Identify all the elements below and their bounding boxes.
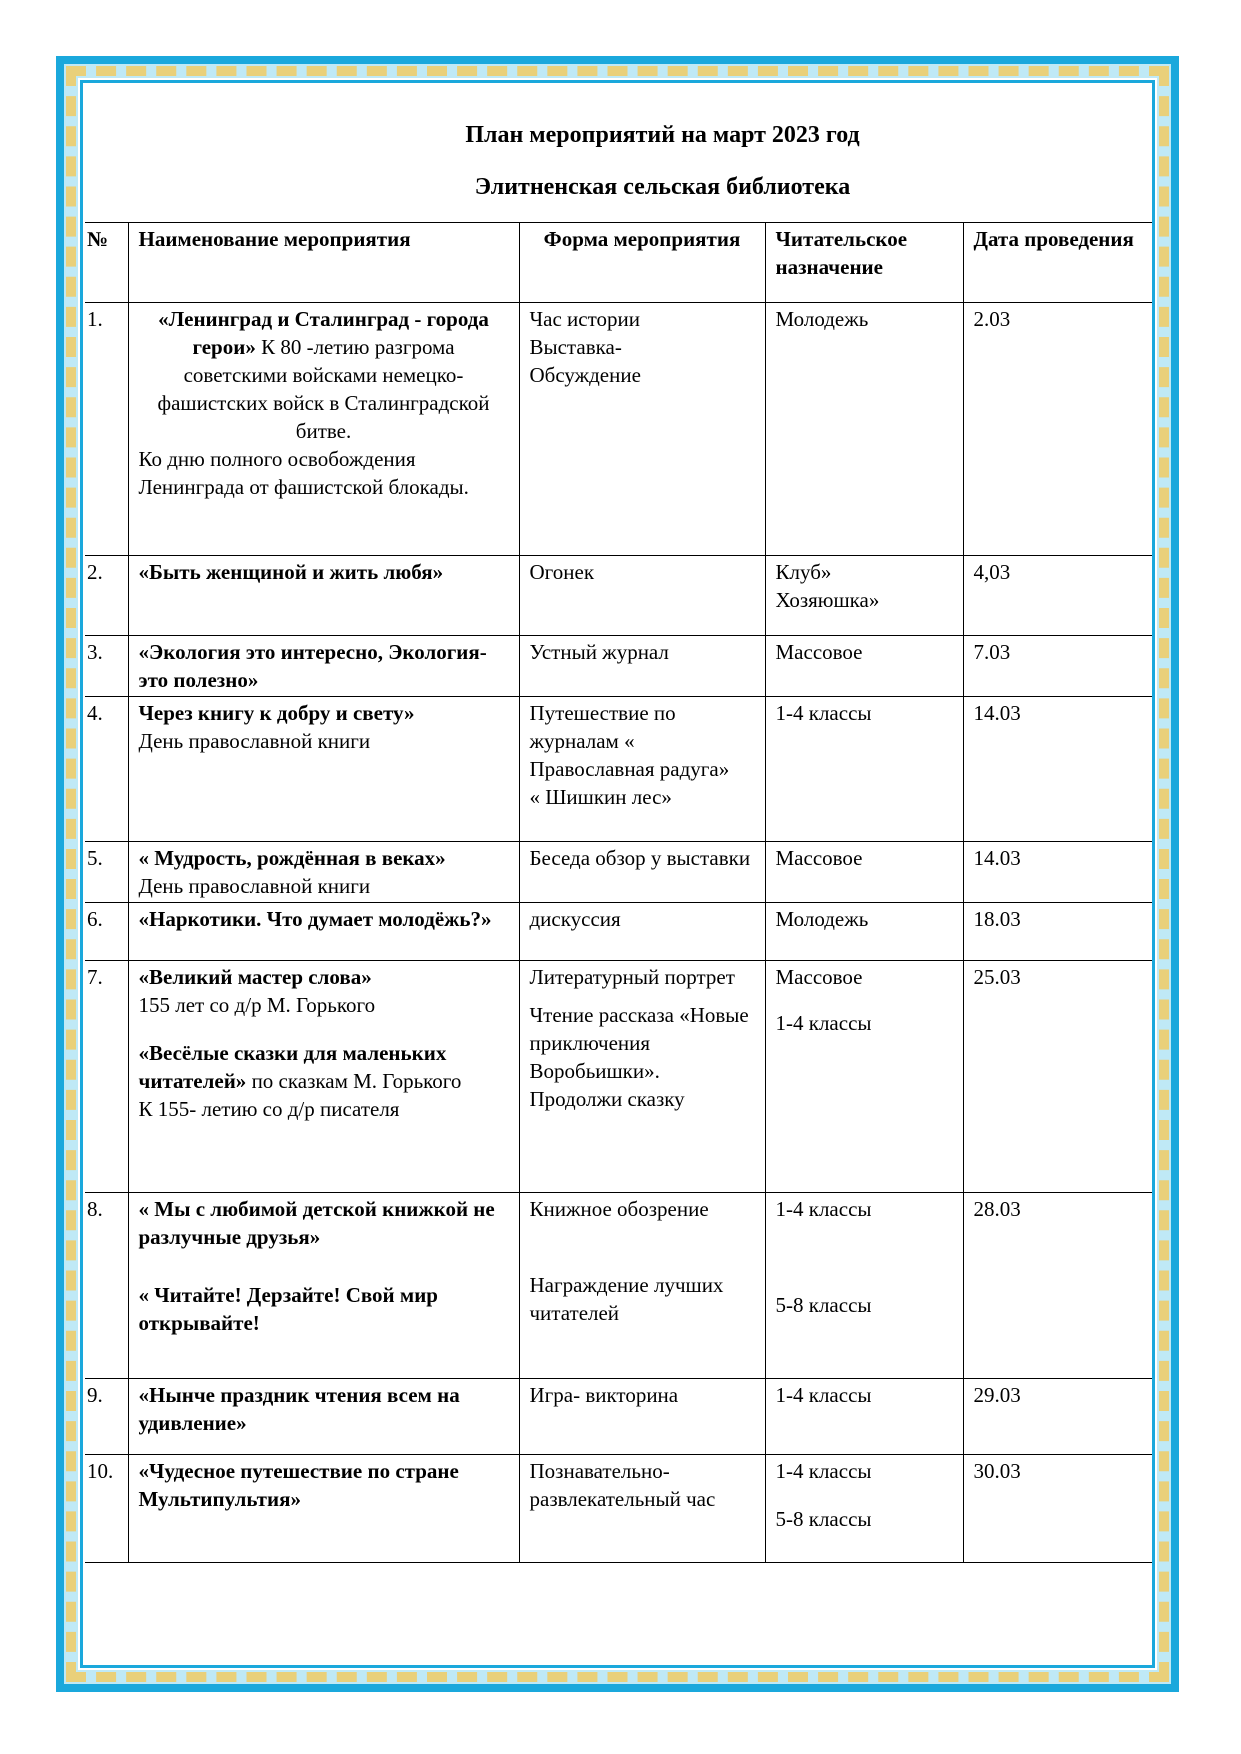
event-form-line: Литературный портрет: [529, 965, 735, 989]
event-audience-cell: Массовое: [765, 636, 963, 697]
event-date-cell: 25.03: [963, 961, 1152, 1193]
event-name-cell: [128, 1455, 519, 1563]
col-header-date: Дата проведения: [963, 223, 1152, 303]
event-name-cell: [128, 1193, 519, 1379]
event-form-line: Выставка-: [529, 335, 622, 359]
event-audience-line: 1-4 классы: [775, 1459, 872, 1483]
col-header-audience: Читательское назначение: [765, 223, 963, 303]
table-row: [85, 636, 1152, 697]
row-number: 10.: [85, 1455, 128, 1563]
row-number: 4.: [85, 697, 128, 842]
table-row: [85, 697, 1152, 842]
row-number: 3.: [85, 636, 128, 697]
table-row: [85, 903, 1152, 961]
event-date-cell: 29.03: [963, 1379, 1152, 1455]
row-number: 1.: [85, 303, 128, 556]
table-row: [85, 556, 1152, 636]
event-audience-cell: Молодежь: [765, 303, 963, 556]
event-name-cell: [128, 636, 519, 697]
event-name-cell: [128, 842, 519, 903]
event-name-bold: «Нынче праздник чтения всем на удивление»: [138, 1383, 460, 1435]
event-name-cell: [128, 1379, 519, 1455]
event-name-cell: [128, 697, 519, 842]
event-audience-cell: [765, 961, 963, 1193]
event-audience-cell: Массовое: [765, 842, 963, 903]
cell-spacer: [776, 1223, 953, 1291]
event-audience-line: 5-8 классы: [775, 1293, 872, 1317]
row-number: 6.: [85, 903, 128, 961]
event-name-bold: «Наркотики. Что думает молодёжь?»: [138, 907, 492, 931]
event-name-bold: « Мудрость, рождённая в веках»: [138, 846, 446, 870]
event-name-cell: [128, 303, 519, 556]
event-name-detail: 155 лет со д/р М. Горького: [138, 993, 376, 1017]
event-form-line: Час истории: [529, 307, 640, 331]
event-audience-line: 5-8 классы: [775, 1507, 872, 1531]
col-header-number: №: [85, 223, 128, 303]
row-number: 7.: [85, 961, 128, 1193]
event-name-bold: «Великий мастер слова»: [138, 965, 372, 989]
cell-spacer: [139, 1019, 509, 1039]
cell-spacer: [139, 1251, 509, 1281]
event-audience-cell: [765, 556, 963, 636]
cell-spacer: [776, 1485, 953, 1505]
event-audience-line: Массовое: [775, 965, 863, 989]
event-name-bold: «Ленинград и Сталинград - города герои»: [158, 307, 489, 359]
event-name-detail: День православной книги: [138, 874, 371, 898]
event-form-cell: Огонек: [519, 556, 765, 636]
event-name-bold-2: « Читайте! Дерзайте! Свой мир открывайте!: [138, 1283, 438, 1335]
event-form-cell: Беседа обзор у выставки: [519, 842, 765, 903]
event-name-cell: [128, 903, 519, 961]
event-name-detail-2: по сказкам М. Горького: [251, 1069, 462, 1093]
event-date-cell: 14.03: [963, 697, 1152, 842]
row-number: 2.: [85, 556, 128, 636]
event-name-cell: [128, 556, 519, 636]
event-audience-cell: [765, 1193, 963, 1379]
table-row: [85, 1379, 1152, 1455]
event-form-line: Обсуждение: [529, 363, 641, 387]
event-form-cell: Устный журнал: [519, 636, 765, 697]
event-audience-line: 1-4 классы: [775, 1197, 872, 1221]
event-form-cell: Игра- викторина: [519, 1379, 765, 1455]
event-name-detail: День православной книги: [138, 729, 371, 753]
event-date-cell: 18.03: [963, 903, 1152, 961]
event-form-line: Награждение лучших читателей: [529, 1273, 724, 1325]
event-audience-line: 1-4 классы: [775, 1011, 872, 1035]
event-form-cell: [519, 1193, 765, 1379]
event-form-line: « Шишкин лес»: [529, 785, 672, 809]
page-subtitle: Элитненская сельская библиотека: [474, 174, 851, 200]
table-row: [85, 303, 1152, 556]
event-name-bold: Через книгу к добру и свету»: [138, 701, 415, 725]
cell-spacer: [530, 991, 755, 1001]
row-number: 9.: [85, 1379, 128, 1455]
event-form-cell: дискуссия: [519, 903, 765, 961]
table-header-row: [85, 223, 1152, 303]
col-header-name: Наименование мероприятия: [128, 223, 519, 303]
row-number: 8.: [85, 1193, 128, 1379]
cell-spacer: [776, 991, 953, 1009]
event-audience-cell: 1-4 классы: [765, 1379, 963, 1455]
event-date-cell: 30.03: [963, 1455, 1152, 1563]
event-name-bold: « Мы с любимой детской книжкой не разлучные друзья»: [138, 1197, 495, 1249]
table-row: [85, 1455, 1152, 1563]
event-name-bold: «Экология это интересно, Экология- это полезно»: [138, 640, 487, 692]
table-row: [85, 842, 1152, 903]
event-name-detail-2: Ко дню полного освобождения Ленинграда от фашистской блокады.: [138, 447, 469, 499]
event-name-bold: «Чудесное путешествие по стране Мультипультия»: [138, 1459, 459, 1511]
event-form-line: Путешествие по журналам « Православная радуга»: [529, 701, 730, 781]
event-audience-line: Хозяюшка»: [775, 588, 880, 612]
event-audience-cell: [765, 1455, 963, 1563]
event-name-bold-2: «Весёлые сказки для маленьких читателей»: [138, 1041, 447, 1093]
event-form-cell: [519, 303, 765, 556]
event-form-line: Книжное обозрение: [529, 1197, 709, 1221]
event-name-detail-3: К 155- летию со д/р писателя: [138, 1097, 400, 1121]
event-name-detail: К 80 -летию разгрома советскими войсками немецко- фашистских войск в Сталинградской битве.: [157, 335, 490, 443]
row-number: 5.: [85, 842, 128, 903]
cell-spacer: [530, 1223, 755, 1271]
event-form-cell: [519, 697, 765, 842]
table-row: [85, 1193, 1152, 1379]
col-header-form: Форма мероприятия: [519, 223, 765, 303]
event-date-cell: 7.03: [963, 636, 1152, 697]
event-date-cell: 28.03: [963, 1193, 1152, 1379]
event-date-cell: 14.03: [963, 842, 1152, 903]
event-form-cell: [519, 961, 765, 1193]
event-date-cell: 4,03: [963, 556, 1152, 636]
table-row: [85, 961, 1152, 1193]
events-table: [85, 222, 1152, 1563]
event-form-line: Чтение рассказа «Новые приключения Воробьишки». Продолжи сказку: [529, 1003, 749, 1111]
event-name-bold: «Быть женщиной и жить любя»: [138, 560, 444, 584]
event-audience-line: Клуб»: [775, 560, 832, 584]
event-name-cell: [128, 961, 519, 1193]
event-date-cell: 2.03: [963, 303, 1152, 556]
event-audience-cell: Молодежь: [765, 903, 963, 961]
event-form-cell: Познавательно- развлекательный час: [519, 1455, 765, 1563]
page-title: План мероприятий на март 2023 год: [465, 122, 860, 148]
event-audience-cell: 1-4 классы: [765, 697, 963, 842]
